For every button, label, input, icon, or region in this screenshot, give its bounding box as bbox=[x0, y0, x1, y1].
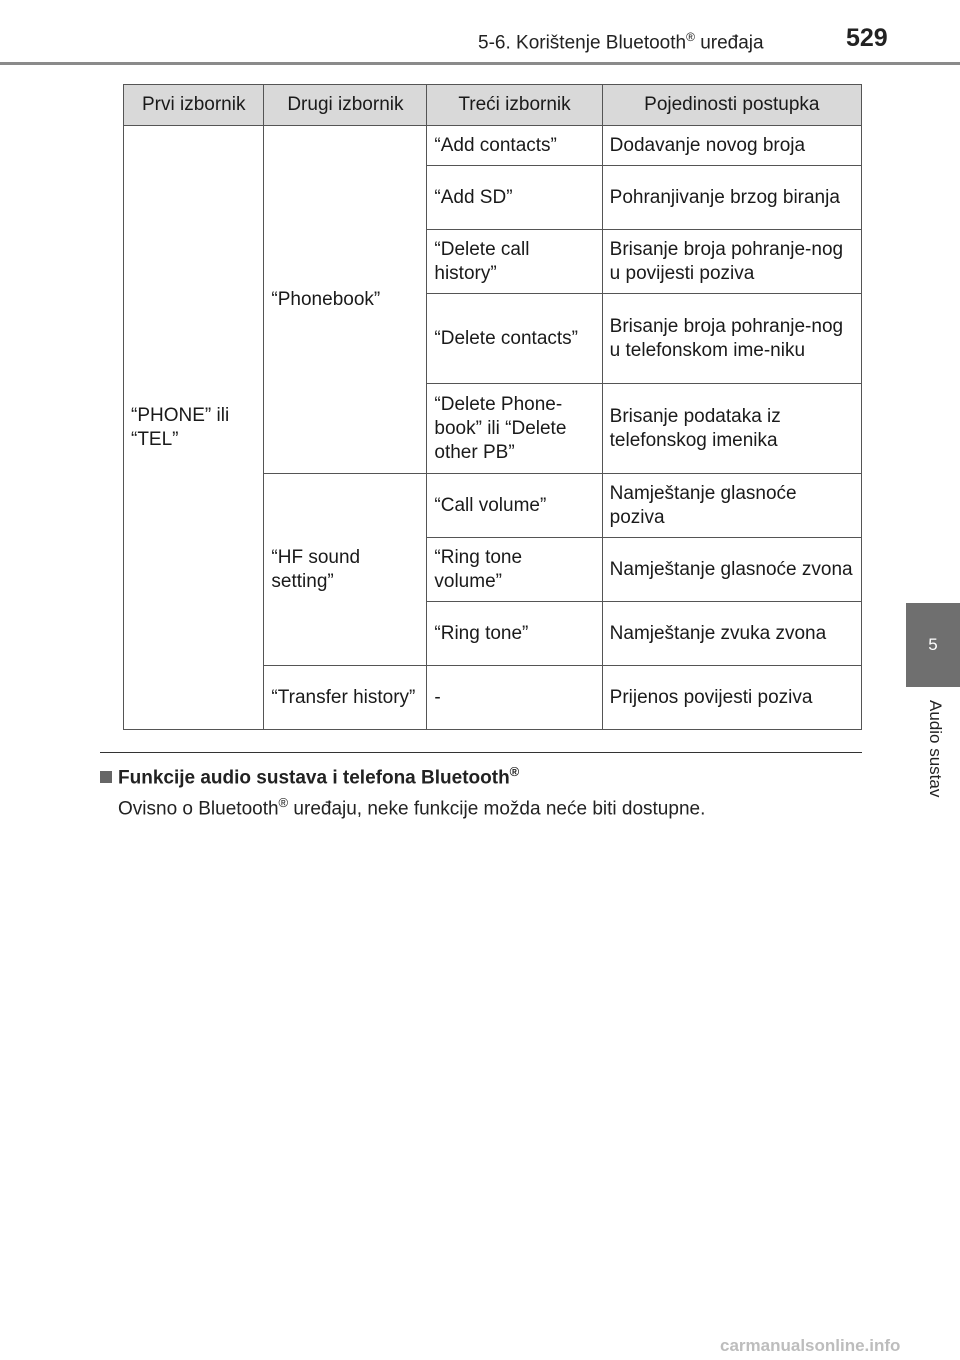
chapter-tab: 5 bbox=[906, 603, 960, 687]
header-cell: Prvi izbornik bbox=[124, 85, 264, 126]
square-bullet-icon bbox=[100, 771, 112, 783]
header-cell: Treći izbornik bbox=[427, 85, 602, 126]
menu-table bbox=[123, 84, 862, 730]
running-header: 5-6. Korištenje Bluetooth® uređaja bbox=[478, 30, 764, 54]
details-cell: Dodavanje novog broja bbox=[602, 126, 861, 166]
details-cell: Namještanje zvuka zvona bbox=[602, 602, 861, 666]
details-cell: Namještanje glasnoće poziva bbox=[602, 474, 861, 538]
third-menu-cell: - bbox=[427, 666, 602, 730]
watermark: carmanualsonline.info bbox=[720, 1336, 901, 1355]
details-cell: Brisanje broja pohranje-nog u telefonskom ime-niku bbox=[602, 294, 861, 384]
third-menu-cell: “Delete Phone-book” ili “Delete other PB” bbox=[427, 384, 602, 474]
chapter-label: Audio sustav bbox=[926, 700, 945, 798]
details-cell: Namještanje glasnoće zvona bbox=[602, 538, 861, 602]
third-menu-cell: “Call volume” bbox=[427, 474, 602, 538]
header-rule bbox=[0, 62, 960, 65]
third-menu-cell: “Ring tone volume” bbox=[427, 538, 602, 602]
third-menu-cell: “Add SD” bbox=[427, 166, 602, 230]
header-cell: Pojedinosti postupka bbox=[602, 85, 861, 126]
third-menu-cell: “Delete contacts” bbox=[427, 294, 602, 384]
first-menu-cell: “PHONE” ili “TEL” bbox=[124, 126, 264, 730]
section-body: Ovisno o Bluetooth® uređaju, neke funkcije možda neće biti dostupne. bbox=[118, 795, 706, 820]
third-menu-cell: “Delete call history” bbox=[427, 230, 602, 294]
second-menu-cell: “Phonebook” bbox=[264, 126, 427, 474]
header-cell: Drugi izbornik bbox=[264, 85, 427, 126]
details-cell: Prijenos povijesti poziva bbox=[602, 666, 861, 730]
details-cell: Brisanje broja pohranje-nog u povijesti poziva bbox=[602, 230, 861, 294]
section-rule bbox=[100, 752, 862, 753]
second-menu-cell: “HF sound setting” bbox=[264, 474, 427, 666]
table-header-row bbox=[124, 85, 862, 126]
details-cell: Brisanje podataka iz telefonskog imenika bbox=[602, 384, 861, 474]
table-row bbox=[124, 126, 862, 166]
details-cell: Pohranjivanje brzog biranja bbox=[602, 166, 861, 230]
section-heading: Funkcije audio sustava i telefona Bluetooth® bbox=[100, 764, 519, 789]
third-menu-cell: “Ring tone” bbox=[427, 602, 602, 666]
page-number: 529 bbox=[846, 24, 888, 52]
second-menu-cell: “Transfer history” bbox=[264, 666, 427, 730]
third-menu-cell: “Add contacts” bbox=[427, 126, 602, 166]
